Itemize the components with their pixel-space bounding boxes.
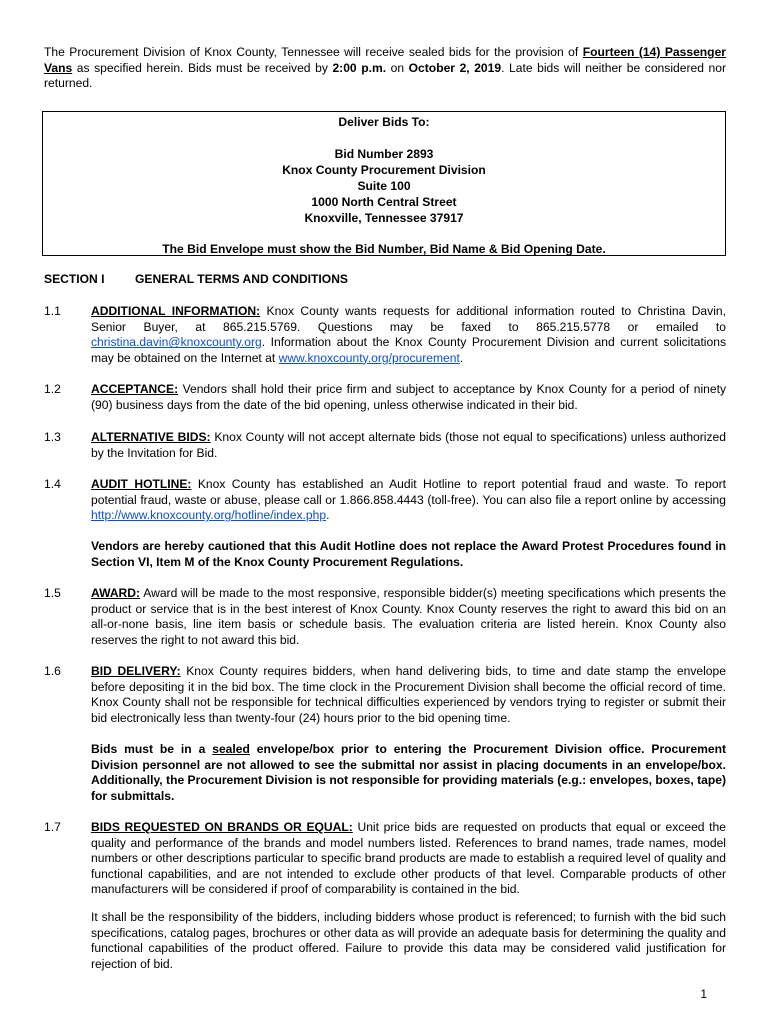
clause-text: Knox County wants requests for additional information routed to Christina Davin, Senior Buyer, at 865.215.5769. Questions may be faxed to 865.215.5778 or emailed to bbox=[91, 304, 726, 334]
intro-text: The Procurement Division of Knox County, Tennessee will receive sealed bids for the provision of bbox=[44, 45, 583, 59]
clause-body bbox=[91, 430, 726, 461]
procurement-website-link[interactable]: www.knoxcounty.org/procurement bbox=[278, 350, 460, 365]
clause-number: 1.3 bbox=[44, 430, 61, 444]
clause-number: 1.5 bbox=[44, 586, 61, 600]
bid-item-name: Fourteen (14) Passenger Vans bbox=[44, 45, 726, 75]
notice-text: envelope/box prior to entering the Procurement Division office. Procurement Division personnel are not allowed to see the submittal nor assist in placing documents in an envelope/box. Additionally, the Procurement Division is not responsible for providing materials (e.g.: envelopes, boxes, tape) for submittals. bbox=[91, 742, 726, 803]
clause-1-7-paragraph-2: It shall be the responsibility of the bidders, including bidders whose product is referenced; to furnish with the bid such specifications, catalog pages, brochures or other data as will provide an adequate basis for determining the quality and functional capabilities of the product offered. Failure to provide this data may be considered valid justification for rejection of bid. bbox=[91, 910, 726, 971]
clause-title: ACCEPTANCE: bbox=[91, 382, 179, 396]
audit-hotline-link[interactable]: http://www.knoxcounty.org/hotline/index.php bbox=[91, 508, 327, 523]
clause-title: ALTERNATIVE BIDS: bbox=[91, 430, 211, 444]
clause-text: Knox County has established an Audit Hotline to report potential fraud and waste. To report potential fraud, waste or abuse, please call or 1.866.858.4443 (toll-free). You can also file a report online by accessing bbox=[91, 477, 726, 507]
clause-number: 1.2 bbox=[44, 382, 61, 396]
deadline-date: October 2, 2019 bbox=[408, 60, 502, 75]
clause-text: . Information about the Knox County Procurement Division and current solicitations may be obtained on the Internet at bbox=[91, 335, 726, 365]
clause-number: 1.1 bbox=[44, 304, 61, 318]
clause-text: Vendors shall hold their price firm and subject to acceptance by Knox County for a period of ninety (90) business days from the date of the bid opening, unless otherwise indicated in their bid. bbox=[91, 382, 726, 412]
clause-body bbox=[91, 304, 726, 366]
email-link[interactable]: christina.davin@knoxcounty.org bbox=[91, 335, 262, 350]
page-number: 1 bbox=[700, 987, 707, 1001]
section-number: SECTION I bbox=[44, 272, 105, 286]
deliver-heading: Deliver Bids To: bbox=[338, 115, 430, 129]
clause-text: Knox County requires bidders, when hand delivering bids, to time and date stamp the envelope before depositing it in the bid box. The time clock in the Procurement Division shall become the official record of time. Knox County shall not be responsible for technical difficulties experienced by vendors trying to register or submit their bid electronically less than twenty-four (24) hours prior to the bid opening time. bbox=[91, 664, 726, 725]
clause-title: BIDS REQUESTED ON BRANDS OR EQUAL: bbox=[91, 820, 353, 834]
deadline-time: 2:00 p.m. bbox=[332, 60, 387, 75]
clause-text: . bbox=[326, 508, 330, 523]
clause-title: AWARD: bbox=[91, 586, 141, 600]
deliver-address-line: Suite 100 bbox=[357, 179, 411, 193]
notice-text: Bids must be in a bbox=[91, 742, 213, 756]
clause-number: 1.7 bbox=[44, 820, 61, 834]
deliver-address-line: Knox County Procurement Division bbox=[282, 163, 486, 177]
intro-text: as specified herein. Bids must be received by bbox=[72, 60, 333, 75]
clause-text: Knox County will not accept alternate bids (those not equal to specifications) unless authorized by the Invitation for Bid. bbox=[91, 430, 726, 460]
clause-title: AUDIT HOTLINE: bbox=[91, 477, 192, 491]
deliver-address-line: Bid Number 2893 bbox=[334, 147, 434, 161]
section-title: GENERAL TERMS AND CONDITIONS bbox=[135, 272, 348, 286]
notice-emphasis: sealed bbox=[212, 742, 250, 756]
deliver-address-line: 1000 North Central Street bbox=[311, 195, 457, 209]
clause-text: Unit price bids are requested on products that equal or exceed the quality and performance of the brands and model numbers listed. References to brand names, trade names, model numbers or other descriptions particular to specific brand products are made to establish a required level of quality and functional capabilities, and are not intended to exclude other products of that level. Comparable products of other manufacturers will be considered if proof of comparability is contained in the bid. bbox=[91, 820, 726, 897]
clause-title: ADDITIONAL INFORMATION: bbox=[91, 304, 261, 318]
clause-body bbox=[91, 477, 726, 524]
intro-text: . Late bids will neither be considered nor returned. bbox=[44, 60, 726, 91]
clause-title: BID DELIVERY: bbox=[91, 664, 181, 678]
deliver-address-line: Knoxville, Tennessee 37917 bbox=[304, 211, 464, 225]
deliver-bids-box bbox=[42, 111, 726, 256]
audit-hotline-caution: Vendors are hereby cautioned that this Audit Hotline does not replace the Award Protest Procedures found in Section VI, Item M of the Knox County Procurement Regulations. bbox=[91, 539, 726, 569]
envelope-requirement: The Bid Envelope must show the Bid Number, Bid Name & Bid Opening Date. bbox=[162, 242, 606, 256]
clause-number: 1.6 bbox=[44, 664, 61, 678]
clause-number: 1.4 bbox=[44, 477, 61, 491]
clause-body bbox=[91, 382, 726, 413]
sealed-bids-notice bbox=[91, 742, 726, 804]
clause-body bbox=[91, 586, 726, 648]
intro-text: on bbox=[386, 60, 409, 75]
intro-paragraph bbox=[44, 45, 726, 92]
clause-text: Award will be made to the most responsive, responsible bidder(s) meeting specifications which presents the product or service that is in the best interest of Knox County. Knox County reserves the right to award this bid on an all-or-none basis, line item basis or schedule basis. The evaluation criteria are listed herein. Knox County also reserves the right to not award this bid. bbox=[91, 586, 726, 647]
clause-body bbox=[91, 664, 726, 726]
clause-body bbox=[91, 820, 726, 898]
clause-text: . bbox=[459, 350, 464, 365]
